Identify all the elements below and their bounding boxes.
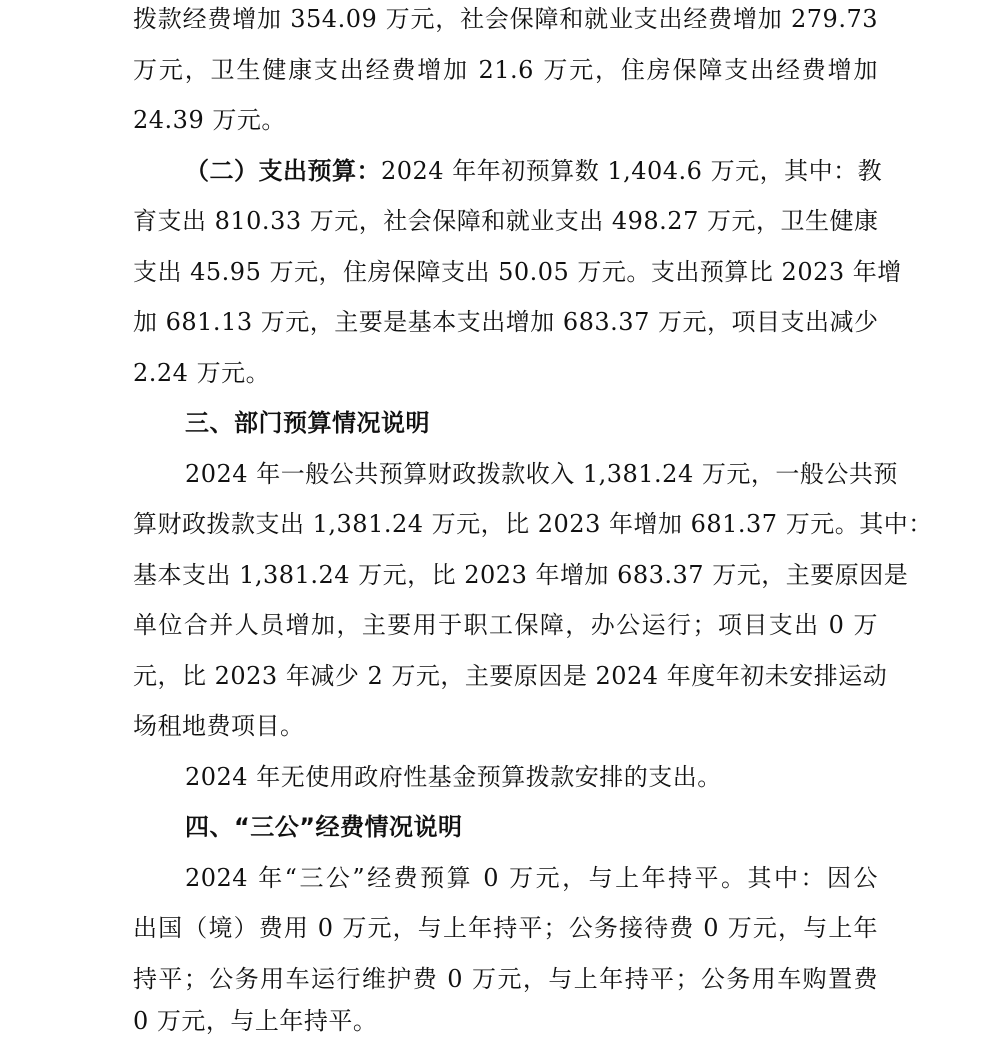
paragraph-line: 出国（境）费用 0 万元，与上年持平；公务接待费 0 万元，与上年 (133, 914, 878, 942)
paragraph-line: 2024 年一般公共预算财政拨款收入 1,381.24 万元，一般公共预 (185, 460, 898, 488)
paragraph-text: 2024 年年初预算数 1,404.6 万元，其中：教 (381, 157, 883, 185)
paragraph-line (185, 154, 883, 188)
section-heading: 三、部门预算情况说明 (185, 409, 430, 437)
paragraph-line: 单位合并人员增加，主要用于职工保障，办公运行；项目支出 0 万 (133, 611, 878, 639)
paragraph-line: 算财政拨款支出 1,381.24 万元，比 2023 年增加 681.37 万元。其中： (133, 510, 933, 538)
paragraph-line: 持平；公务用车运行维护费 0 万元，与上年持平；公务用车购置费 (133, 965, 878, 993)
paragraph-line: 拨款经费增加 354.09 万元，社会保障和就业支出经费增加 279.73 (133, 5, 878, 33)
paragraph-line: 育支出 810.33 万元，社会保障和就业支出 498.27 万元，卫生健康 (133, 207, 879, 235)
paragraph-line: 2024 年“三公”经费预算 0 万元，与上年持平。其中：因公 (185, 864, 878, 892)
paragraph-line: 加 681.13 万元，主要是基本支出增加 683.37 万元，项目支出减少 (133, 308, 879, 336)
paragraph-line: 元，比 2023 年减少 2 万元，主要原因是 2024 年度年初未安排运动 (133, 662, 888, 690)
paragraph-line: 支出 45.95 万元，住房保障支出 50.05 万元。支出预算比 2023 年增 (133, 258, 902, 286)
paragraph-line: 2024 年无使用政府性基金预算拨款安排的支出。 (185, 763, 722, 791)
paragraph-line: 万元，卫生健康支出经费增加 21.6 万元，住房保障支出经费增加 (133, 56, 878, 84)
paragraph-line: 2.24 万元。 (133, 359, 271, 387)
paragraph-line: 24.39 万元。 (133, 106, 286, 134)
section-heading: 四、“三公”经费情况说明 (185, 813, 463, 841)
paragraph-line: 基本支出 1,381.24 万元，比 2023 年增加 683.37 万元，主要原因是 (133, 561, 909, 589)
section-label: （二）支出预算： (185, 157, 381, 185)
paragraph-line: 场租地费项目。 (133, 712, 305, 740)
paragraph-line: 0 万元，与上年持平。 (133, 1007, 378, 1035)
